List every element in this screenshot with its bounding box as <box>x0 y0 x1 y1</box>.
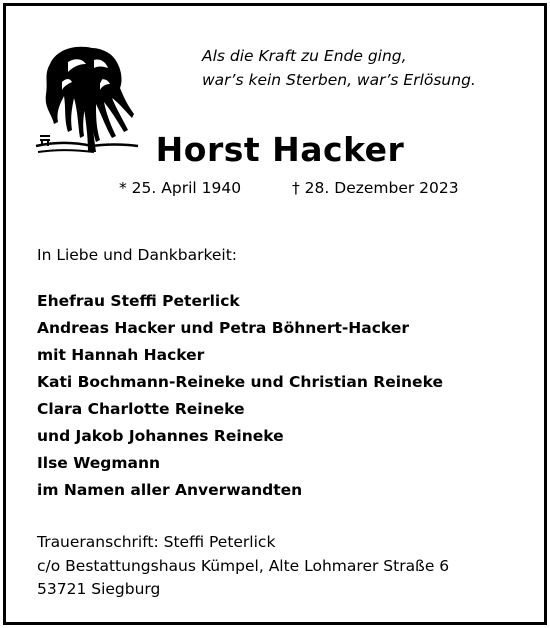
obituary-card <box>3 3 547 625</box>
mourner-line: und Jakob Johannes Reineke <box>37 427 284 445</box>
intro-line: In Liebe und Dankbarkeit: <box>37 246 238 264</box>
birth-date: * 25. April 1940 <box>119 179 242 197</box>
mourners-list <box>37 288 443 504</box>
verse-line-1: Als die Kraft zu Ende ging, <box>202 47 407 65</box>
verse-line-2: war’s kein Sterben, war’s Erlösung. <box>202 71 476 89</box>
mourner-line: Kati Bochmann-Reineke und Christian Reineke <box>37 373 443 391</box>
address-line-3: 53721 Siegburg <box>37 580 161 598</box>
mourner-line: mit Hannah Hacker <box>37 346 205 364</box>
mourner-line: Ilse Wegmann <box>37 454 161 472</box>
death-date: † 28. Dezember 2023 <box>292 179 459 197</box>
deceased-name: Horst Hacker <box>155 130 405 169</box>
mourner-line: Andreas Hacker und Petra Böhnert-Hacker <box>37 319 409 337</box>
address-line-2: c/o Bestattungshaus Kümpel, Alte Lohmarer Straße 6 <box>37 556 450 575</box>
mourner-line: Ehefrau Steffi Peterlick <box>37 292 240 310</box>
mourner-line: Clara Charlotte Reineke <box>37 400 245 418</box>
life-dates <box>119 179 459 197</box>
address-line-1: Traueranschrift: Steffi Peterlick <box>37 533 276 551</box>
mourning-address <box>37 531 449 602</box>
memorial-verse <box>202 44 476 92</box>
mourner-line: im Namen aller Anverwandten <box>37 481 303 499</box>
